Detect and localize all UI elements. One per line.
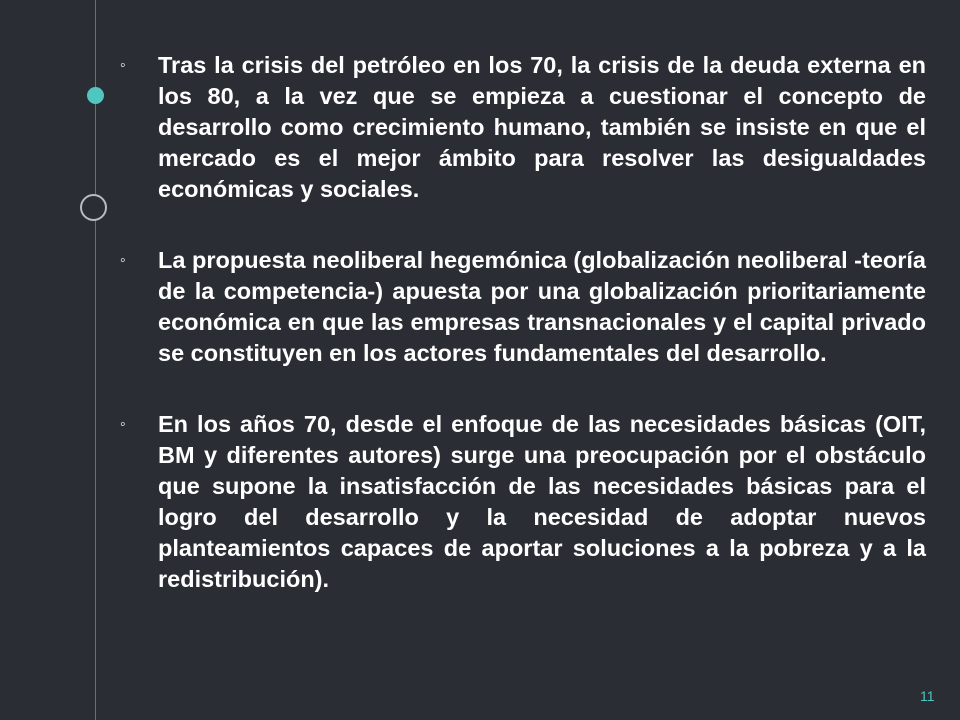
page-number: 11 [920, 688, 935, 704]
bullet-text: Tras la crisis del petróleo en los 70, la crisis de la deuda externa en los 80, a la vez que se empieza a cuestionar el concepto de desarrollo como crecimiento humano, también se insiste en que el mercado es el mejor ámbito para resolver las desigualdades económicas y sociales. [158, 52, 926, 202]
bullet-text: La propuesta neoliberal hegemónica (globalización neoliberal -teoría de la competencia-) apuesta por una globalización prioritariamente económica en que las empresas transnacionales y el capital privado se constituyen en los actores fundamentales del desarrollo. [158, 247, 926, 366]
bullet-list [120, 50, 926, 635]
bullet-item [120, 409, 926, 595]
bullet-marker-icon: ◦ [120, 57, 126, 74]
bullet-item [120, 50, 926, 205]
bullet-marker-icon: ◦ [120, 252, 126, 269]
bullet-text: En los años 70, desde el enfoque de las necesidades básicas (OIT, BM y diferentes autores) surge una preocupación por el obstáculo que supone la insatisfacción de las necesidades básicas para el logro del desarrollo y la necesidad de adoptar nuevos planteamientos capaces de aportar soluciones a la pobreza y a la redistribución). [158, 411, 926, 592]
bullet-item [120, 245, 926, 369]
timeline-dot-filled [87, 87, 104, 104]
bullet-marker-icon: ◦ [120, 416, 126, 433]
timeline-dot-outline [80, 194, 107, 221]
timeline-line [95, 0, 96, 720]
